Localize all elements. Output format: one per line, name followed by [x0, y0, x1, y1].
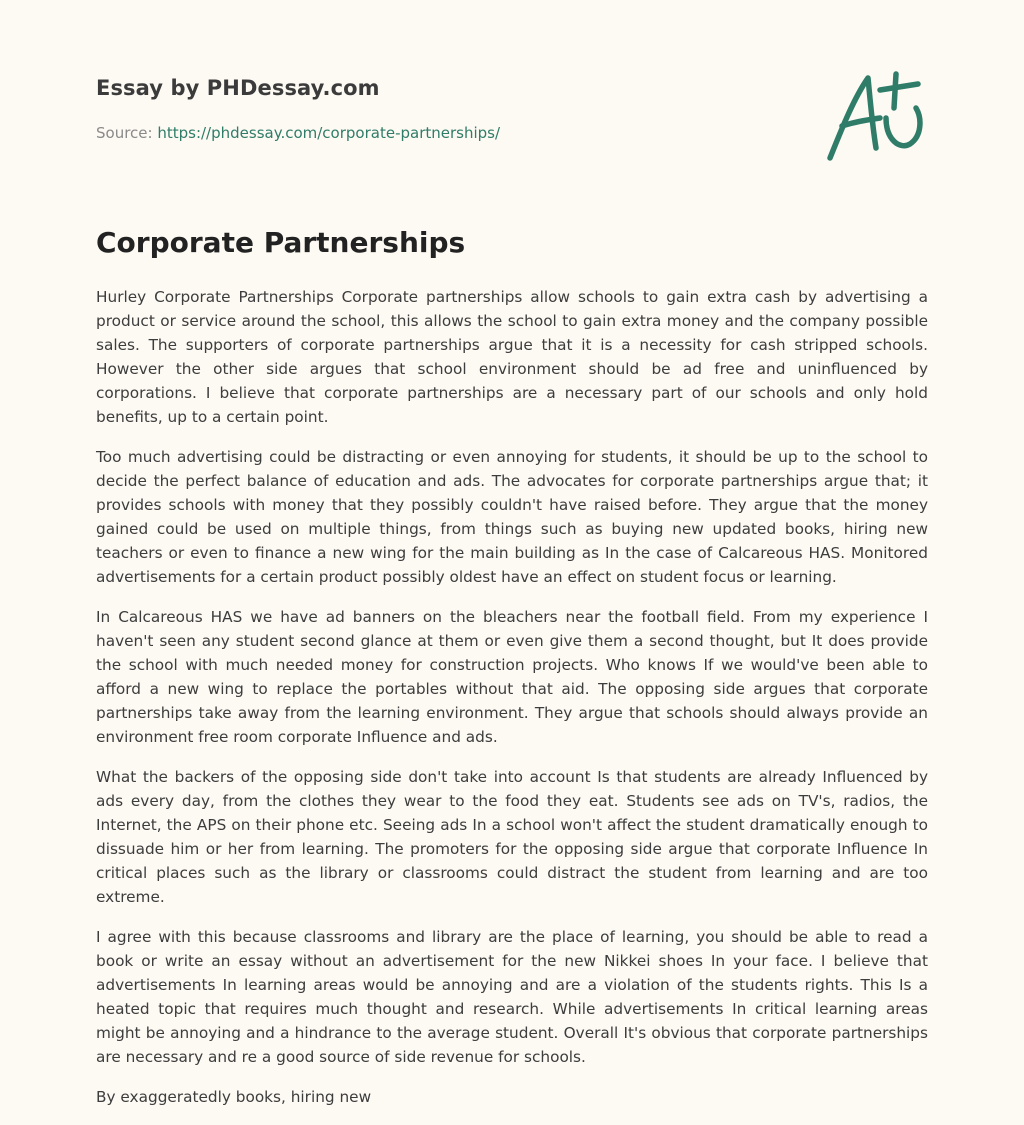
essay-paragraph: Too much advertising could be distracting or even annoying for students, it should be up to the school to decide the perfect balance of education and ads. The advocates for corporate partnerships argue that; it provides schools with money that they possibly couldn't have raised before. They argue that the money gained could be used on multiple things, from things such as buying new updated books, hiring new teachers or even to finance a new wing for the main building as In the case of Calcareous HAS. Monitored advertisements for a certain product possibly oldest have an effect on student focus or learning. — [96, 448, 928, 586]
essay-paragraph: I agree with this because classrooms and library are the place of learning, you should be able to read a book or write an essay without an advertisement for the new Nikkei shoes In your face. I believe that advertisements In learning areas would be annoying and are a violation of the students rights. This Is a heated topic that requires much thought and research. While advertisements In critical learning areas might be annoying and a hindrance to the average student. Overall It's obvious that corporate partnerships are necessary and re a good source of side revenue for schools. — [96, 928, 928, 1066]
essay-body — [96, 285, 928, 1125]
source-link[interactable]: https://phdessay.com/corporate-partnerships/ — [157, 124, 501, 142]
essay-paragraph: In Calcareous HAS we have ad banners on the bleachers near the football field. From my experience I haven't seen any student second glance at them or even give them a second thought, but It does provide the school with much needed money for construction projects. Who knows If we would've been able to afford a new wing to replace the portables without that aid. The opposing side argues that corporate partnerships take away from the learning environment. They argue that schools should always provide an environment free room corporate Influence and ads. — [96, 608, 928, 746]
source-line — [96, 124, 500, 142]
essay-title: Corporate Partnerships — [96, 226, 466, 259]
a-plus-logo-icon — [824, 68, 928, 164]
site-title: Essay by PHDessay.com — [96, 76, 380, 100]
essay-paragraph: What the backers of the opposing side don't take into account Is that students are already Influenced by ads every day, from the clothes they wear to the food they eat. Students see ads on TV's, radios, the Internet, the APS on their phone etc. Seeing ads In a school won't affect the student dramatically enough to dissuade him or her from learning. The promoters for the opposing side argue that corporate Influence In critical places such as the library or classrooms could distract the student from learning and are too extreme. — [96, 768, 928, 906]
essay-paragraph: Hurley Corporate Partnerships Corporate partnerships allow schools to gain extra cash by advertising a product or service around the school, this allows the school to gain extra money and the company possible sales. The supporters of corporate partnerships argue that it is a necessity for cash stripped schools. However the other side argues that school environment should be ad free and uninfluenced by corporations. I believe that corporate partnerships are a necessary part of our schools and only hold benefits, up to a certain point. — [96, 288, 928, 426]
essay-paragraph: By exaggeratedly books, hiring new — [96, 1088, 372, 1106]
source-label: Source: — [96, 124, 158, 142]
